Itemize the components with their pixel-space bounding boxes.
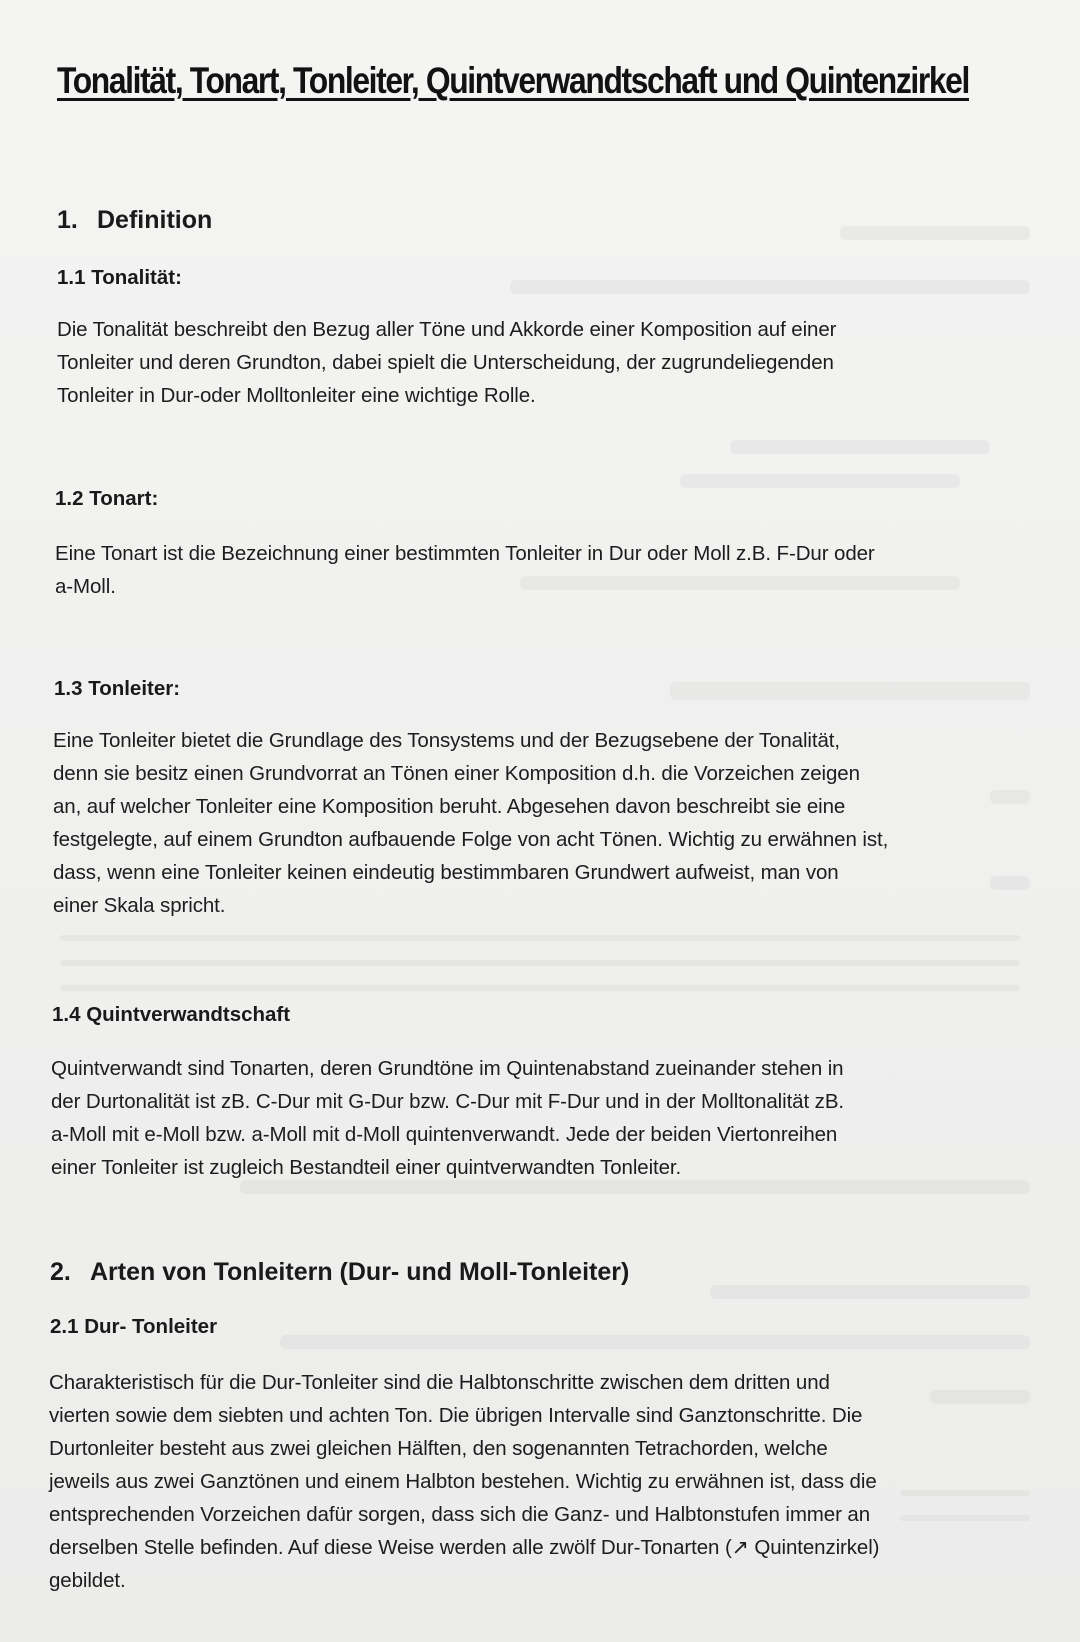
- section-1-number: 1.: [57, 206, 78, 234]
- paragraph-line: entsprechenden Vorzeichen dafür sorgen, dass sich die Ganz- und Halbtonstufen immer an: [49, 1503, 871, 1526]
- subsection-1-2-paragraph: [55, 537, 875, 603]
- paragraph-line: Durtonleiter besteht aus zwei gleichen Hälften, den sogenannten Tetrachorden, welche: [49, 1437, 828, 1460]
- paragraph-line: an, auf welcher Tonleiter eine Komposition beruht. Abgesehen davon beschreibt sie eine: [53, 795, 846, 818]
- subsection-2-1-heading: 2.1 Dur- Tonleiter: [50, 1315, 218, 1338]
- paragraph-line: einer Skala spricht.: [53, 894, 226, 917]
- section-2-title: Arten von Tonleitern (Dur- und Moll-Tonleiter): [90, 1258, 630, 1286]
- paragraph-line: a-Moll mit e-Moll bzw. a-Moll mit d-Moll quintenverwandt. Jede der beiden Viertonreihen: [51, 1123, 838, 1146]
- paragraph-line: Charakteristisch für die Dur-Tonleiter sind die Halbtonschritte zwischen dem dritten und: [49, 1371, 830, 1394]
- section-1-title: Definition: [97, 206, 213, 234]
- paragraph-line: Tonleiter in Dur-oder Molltonleiter eine wichtige Rolle.: [57, 384, 536, 407]
- subsection-1-1-paragraph: [57, 313, 836, 412]
- paragraph-line: vierten sowie dem siebten und achten Ton. Die übrigen Intervalle sind Ganztonschritte. Die: [49, 1404, 863, 1427]
- paragraph-line: gebildet.: [49, 1569, 126, 1592]
- subsection-2-1-paragraph: [49, 1366, 879, 1597]
- subsection-1-1-heading: 1.1 Tonalität:: [57, 266, 182, 289]
- document-title: Tonalität, Tonart, Tonleiter, Quintverwandtschaft und Quintenzirkel: [57, 60, 969, 101]
- paragraph-line: a-Moll.: [55, 575, 116, 598]
- paragraph-line: dass, wenn eine Tonleiter keinen eindeutig bestimmbaren Grundwert aufweist, man von: [53, 861, 839, 884]
- subsection-1-2-heading: 1.2 Tonart:: [55, 487, 159, 510]
- paragraph-line: Tonleiter und deren Grundton, dabei spielt die Unterscheidung, der zugrundeliegenden: [57, 351, 834, 374]
- subsection-1-3-paragraph: [53, 724, 888, 922]
- subsection-1-4-heading: 1.4 Quintverwandtschaft: [52, 1003, 291, 1026]
- paragraph-line: Die Tonalität beschreibt den Bezug aller Töne und Akkorde einer Komposition auf einer: [57, 318, 837, 341]
- subsection-1-4-paragraph: [51, 1052, 844, 1184]
- paragraph-line: der Durtonalität ist zB. C-Dur mit G-Dur bzw. C-Dur mit F-Dur und in der Molltonalität zB.: [51, 1090, 844, 1113]
- paragraph-line: Eine Tonart ist die Bezeichnung einer bestimmten Tonleiter in Dur oder Moll z.B. F-Dur oder: [55, 542, 875, 565]
- paragraph-line: Eine Tonleiter bietet die Grundlage des Tonsystems und der Bezugsebene der Tonalität,: [53, 729, 840, 752]
- paragraph-line: festgelegte, auf einem Grundton aufbauende Folge von acht Tönen. Wichtig zu erwähnen ist,: [53, 828, 889, 851]
- paragraph-line: Quintverwandt sind Tonarten, deren Grundtöne im Quintenabstand zueinander stehen in: [51, 1057, 844, 1080]
- paragraph-line: derselben Stelle befinden. Auf diese Weise werden alle zwölf Dur-Tonarten (↗ Quintenzirkel): [49, 1536, 880, 1559]
- paragraph-line: jeweils aus zwei Ganztönen und einem Halbton bestehen. Wichtig zu erwähnen ist, dass die: [49, 1470, 877, 1493]
- paragraph-line: denn sie besitz einen Grundvorrat an Tönen einer Komposition d.h. die Vorzeichen zeigen: [53, 762, 860, 785]
- section-2-number: 2.: [50, 1258, 71, 1286]
- section-1-heading: [57, 206, 212, 235]
- subsection-1-3-heading: 1.3 Tonleiter:: [54, 677, 181, 700]
- paragraph-line: einer Tonleiter ist zugleich Bestandteil einer quintverwandten Tonleiter.: [51, 1156, 682, 1179]
- section-2-heading: [50, 1258, 629, 1287]
